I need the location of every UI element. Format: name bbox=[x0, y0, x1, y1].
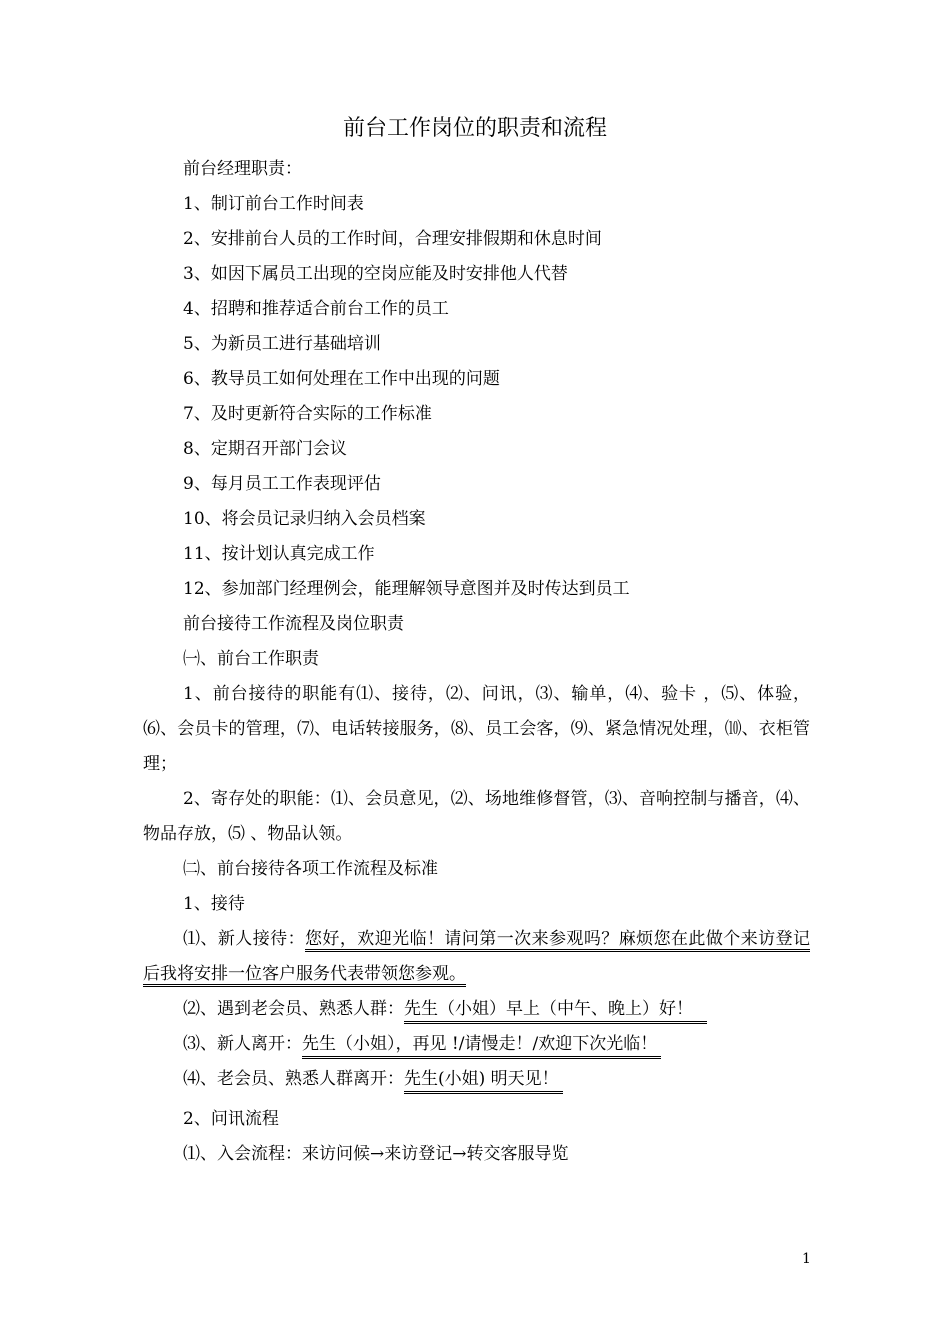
script-label: ⑴、新人接待： bbox=[183, 929, 305, 949]
manager-duty-item: 6、教导员工如何处理在工作中出现的问题 bbox=[183, 369, 500, 389]
manager-duty-item: 10、将会员记录归纳入会员档案 bbox=[183, 509, 426, 529]
new-guest-farewell bbox=[183, 1032, 661, 1059]
old-member-greeting bbox=[183, 997, 707, 1024]
script-label: ⑵、遇到老会员、熟悉人群： bbox=[183, 999, 404, 1019]
manager-duty-item: 4、招聘和推荐适合前台工作的员工 bbox=[183, 299, 449, 319]
subsection-heading: 1、接待 bbox=[183, 894, 245, 914]
greeting-script: 先生（小姐），再见 !/请慢走！/欢迎下次光临！ bbox=[302, 1032, 661, 1059]
manager-duty-item: 1、制订前台工作时间表 bbox=[183, 194, 364, 214]
script-label: ⑷、老会员、熟悉人群离开： bbox=[183, 1069, 404, 1089]
manager-duty-item: 12、参加部门经理例会，能理解领导意图并及时传达到员工 bbox=[183, 579, 630, 599]
join-flow-item: ⑴、入会流程：来访问候→来访登记→转交客服导览 bbox=[183, 1144, 569, 1164]
storage-duty-paragraph: 2、寄存处的职能：⑴、会员意见，⑵、场地维修督管，⑶、音响控制与播音，⑷、物品存放，⑸ 、物品认领。 bbox=[143, 789, 810, 844]
new-guest-greeting bbox=[143, 922, 810, 992]
greeting-script: 您好，欢迎光临！请问第一次来参观吗？麻烦您在此做个来访登记后我将安排一位客户服务代表带领您参观。 bbox=[143, 929, 810, 987]
manager-duty-item: 3、如因下属员工出现的空岗应能及时安排他人代替 bbox=[183, 264, 568, 284]
manager-duty-item: 5、为新员工进行基础培训 bbox=[183, 334, 381, 354]
manager-duty-item: 9、每月员工工作表现评估 bbox=[183, 474, 381, 494]
document-title: 前台工作岗位的职责和流程 bbox=[342, 116, 607, 141]
script-label: ⑶、新人离开： bbox=[183, 1034, 302, 1054]
manager-duties-heading: 前台经理职责： bbox=[183, 159, 302, 179]
greeting-script: 先生（小姐）早上（中午、晚上）好！ bbox=[404, 997, 707, 1024]
reception-heading: 前台接待工作流程及岗位职责 bbox=[183, 614, 404, 634]
manager-duty-item: 8、定期召开部门会议 bbox=[183, 439, 347, 459]
section-heading: ㈡、前台接待各项工作流程及标准 bbox=[183, 859, 438, 879]
manager-duty-item: 11、按计划认真完成工作 bbox=[183, 544, 375, 564]
page-number: 1 bbox=[802, 1251, 811, 1267]
greeting-script: 先生(小姐) 明天见！ bbox=[404, 1067, 563, 1094]
old-member-farewell bbox=[183, 1067, 563, 1094]
manager-duty-item: 7、及时更新符合实际的工作标准 bbox=[183, 404, 432, 424]
section-heading: ㈠、前台工作职责 bbox=[183, 649, 319, 669]
subsection-heading: 2、问讯流程 bbox=[183, 1109, 279, 1129]
reception-duty-paragraph: 1、前台接待的职能有⑴、接待，⑵、问讯，⑶、输单，⑷、验卡 ，⑸、体验， ⑹、会员卡的管理，⑺、电话转接服务，⑻、员工会客，⑼、紧急情况处理，⑽、衣柜管理； bbox=[143, 684, 810, 774]
manager-duty-item: 2、安排前台人员的工作时间，合理安排假期和休息时间 bbox=[183, 229, 602, 249]
